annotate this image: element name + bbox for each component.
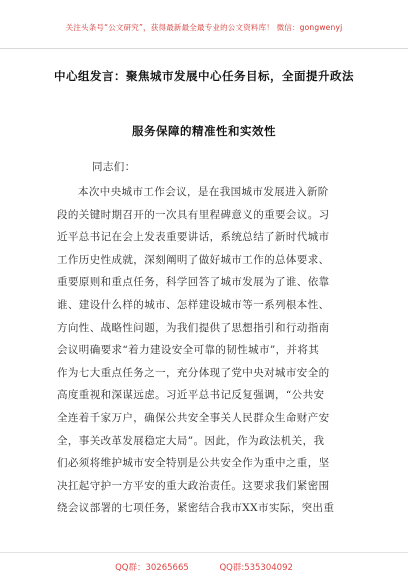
footer-qq-group-1: QQ群：30265665: [115, 563, 189, 573]
body-line: 段的关键时期召开的一次具有里程碑意义的重要会议。习: [57, 208, 330, 221]
body-line: 近平总书记在会上发表重要讲话，系统总结了新时代城市: [57, 231, 330, 244]
header-banner: [0, 0, 408, 49]
body-line: 作为七大重点任务之一，充分体现了党中央对城市安全的: [57, 366, 330, 379]
document-title-line-1: 中心组发言：聚焦城市发展中心任务目标，全面提升政法: [54, 69, 354, 83]
body-line: 本次中央城市工作会议，是在我国城市发展进入新阶: [78, 186, 329, 198]
body-line: 工作历史性成就，深刻阐明了做好城市工作的总体要求、: [57, 253, 330, 266]
body-line: 谁、建设什么样的城市、怎样建设城市等一系列根本性、: [57, 298, 330, 311]
body-line: 方向性、战略性问题，为我们提供了思想指引和行动指南: [57, 321, 330, 334]
footer-qq-group-2: QQ群:535304092: [219, 563, 293, 573]
document-title-line-2: 服务保障的精准性和实效性: [132, 124, 276, 138]
body-line: 会议明确要求“着力建设安全可靠的韧性城市”，并将其: [57, 344, 320, 357]
body-line: 高度重视和深谋远虑。习近平总书记反复强调，“公共安: [57, 389, 325, 402]
footer-contacts: [0, 561, 408, 573]
body-line: 重要原则和重点任务，科学回答了城市发展为了谁、依靠: [57, 276, 330, 289]
footer-bar: [0, 552, 408, 581]
header-notice: 关注头条号“公文研究”，获得最新最全最专业的公文资料库！ 微信：gongwenyj: [65, 23, 343, 32]
body-line: 们必须将维护城市安全特别是公共安全作为重中之重，坚: [57, 457, 330, 470]
body-line: 决扛起守护一方平安的重大政治责任。这要求我们紧密围: [57, 479, 330, 492]
salutation: 同志们：: [92, 161, 136, 173]
body-line: 全，事关改革发展稳定大局”。因此，作为政法机关，我: [57, 434, 325, 447]
body-line: 全连着千家万户，确保公共安全事关人民群众生命财产安: [57, 411, 330, 424]
body-line: 绕会议部署的七项任务，紧密结合我市XX市实际，突出重: [57, 502, 335, 515]
body-paragraph: [57, 181, 353, 520]
